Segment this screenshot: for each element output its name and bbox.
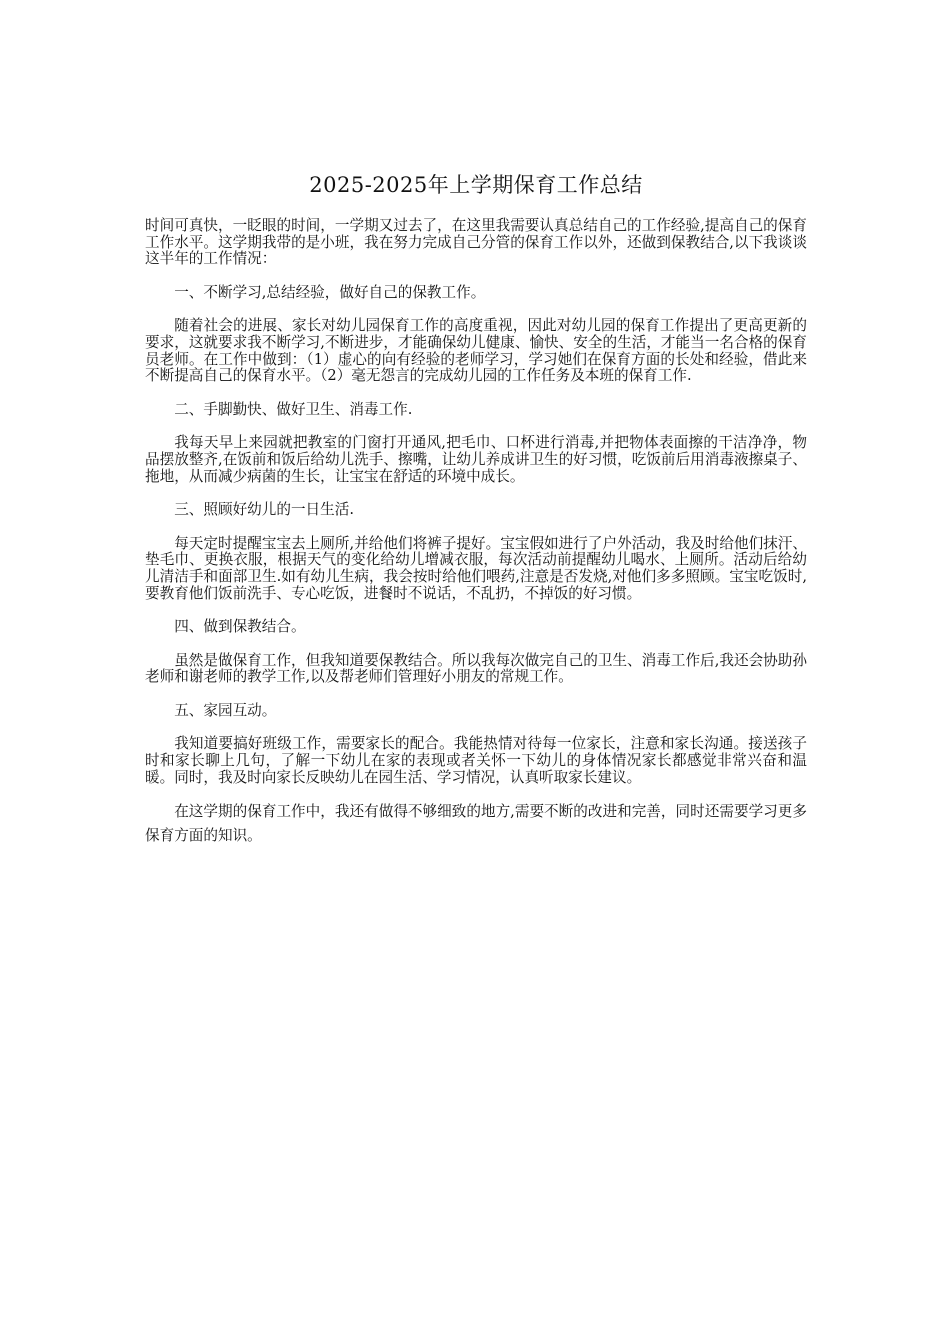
section-body-1: 随着社会的进展、家长对幼儿园保育工作的高度重视，因此对幼儿园的保育工作提出了更高更新的要求，这就要求我不断学习,不断进步，才能确保幼儿健康、愉快、安全的生活，才能当一名合格的保育员老师。在工作中做到：（1）虚心的向有经验的老师学习，学习她们在保育方面的长处和经验，借此来不断提高自己的保育水平。（2）毫无怨言的完成幼儿园的工作任务及本班的保育工作.: [145, 317, 807, 385]
document-page: [145, 170, 807, 848]
section-heading-5: 五、家园互动。: [174, 701, 277, 719]
document-title: 2025-2025年上学期保育工作总结: [309, 173, 643, 197]
section-heading-4: 四、做到保教结合。: [174, 618, 306, 636]
section-heading-2: 二、手脚勤快、做好卫生、消毒工作.: [174, 400, 413, 418]
section-heading-1: 一、不断学习,总结经验，做好自己的保教工作。: [174, 283, 486, 301]
closing-paragraph: 在这学期的保育工作中，我还有做得不够细致的地方,需要不断的改进和完善，同时还需要学习更多保育方面的知识。: [145, 803, 807, 845]
intro-paragraph: 时间可真快，一眨眼的时间，一学期又过去了，在这里我需要认真总结自己的工作经验,提高自己的保育工作水平。这学期我带的是小班，我在努力完成自己分管的保育工作以外，还做到保教结合,以下我谈谈这半年的工作情况：: [145, 217, 807, 268]
section-body-5: 我知道要搞好班级工作，需要家长的配合。我能热情对待每一位家长，注意和家长沟通。接送孩子时和家长聊上几句，了解一下幼儿在家的表现或者关怀一下幼儿的身体情况家长都感觉非常兴奋和温暖。同时，我及时向家长反映幼儿在园生活、学习情况，认真听取家长建议。: [145, 735, 807, 786]
section-heading-3: 三、照顾好幼儿的一日生活.: [174, 501, 354, 519]
section-body-2: 我每天早上来园就把教室的门窗打开通风,把毛巾、口杯进行消毒,并把物体表面擦的干洁净净，物品摆放整齐,在饭前和饭后给幼儿洗手、擦嘴，让幼儿养成讲卫生的好习惯，吃饭前后用消毒液擦桌子、拖地，从而减少病菌的生长，让宝宝在舒适的环境中成长。: [145, 434, 807, 485]
section-body-4: 虽然是做保育工作，但我知道要保教结合。所以我每次做完自己的卫生、消毒工作后,我还会协助孙老师和谢老师的教学工作,以及帮老师们管理好小朋友的常规工作。: [145, 651, 807, 686]
section-body-3: 每天定时提醒宝宝去上厕所,并给他们将裤子提好。宝宝假如进行了户外活动，我及时给他们抹汗、垫毛巾、更换衣服，根据天气的变化给幼儿增减衣服，每次活动前提醒幼儿喝水、上厕所。活动后给幼儿清洁手和面部卫生.如有幼儿生病，我会按时给他们喂药,注意是否发烧,对他们多多照顾。宝宝吃饭时,要教育他们饭前洗手、专心吃饭，进餐时不说话，不乱扔，不掉饭的好习惯。: [145, 534, 807, 602]
